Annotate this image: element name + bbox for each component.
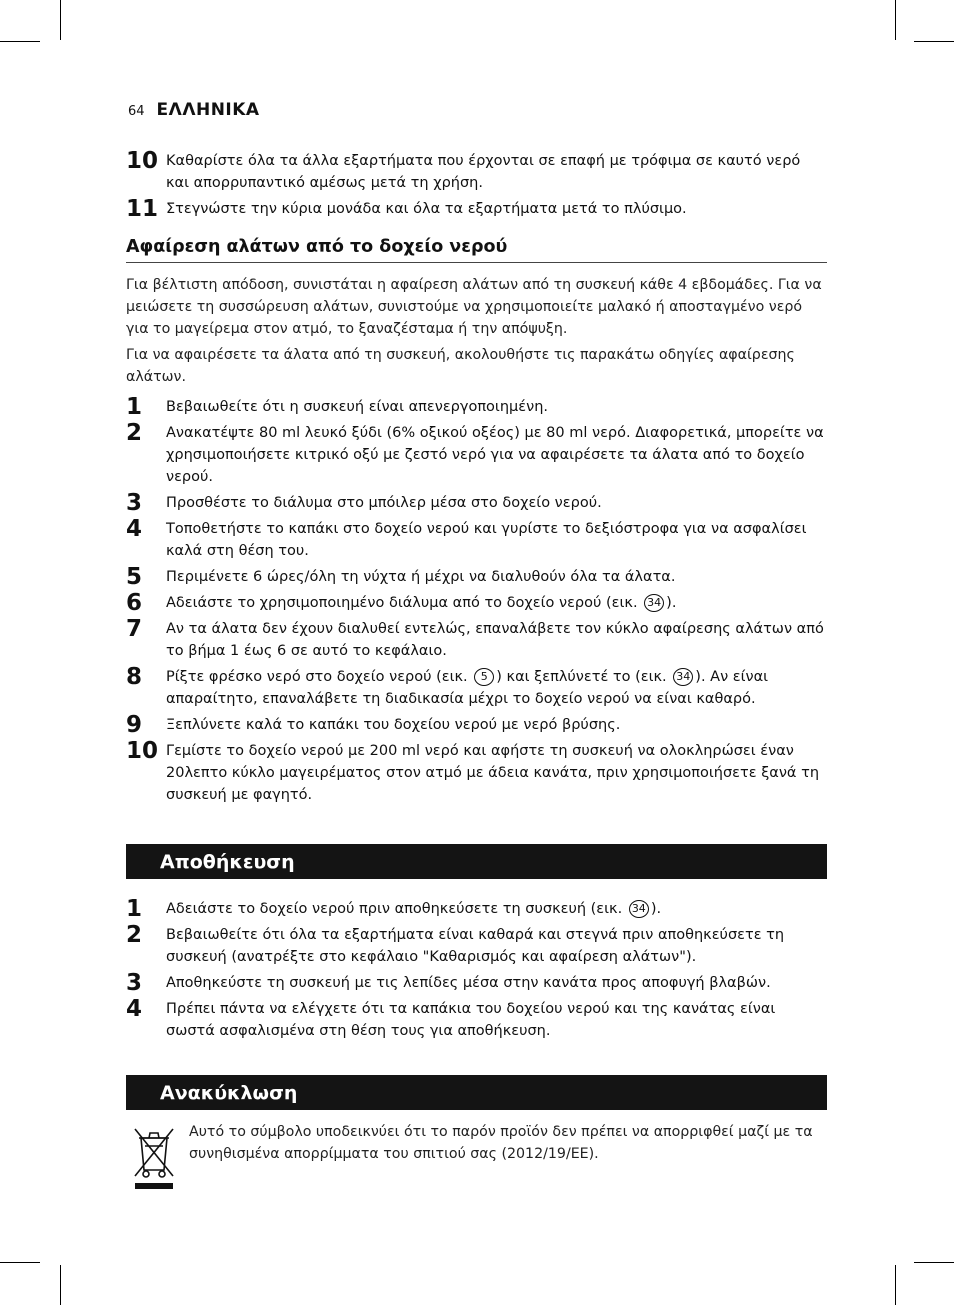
weee-crossed-bin-icon — [132, 1124, 176, 1190]
crop-mark — [0, 41, 40, 42]
step-text: Βεβαιωθείτε ότι η συσκευή είναι απενεργοποιημένη. — [166, 399, 548, 415]
page-number: 64 — [128, 104, 145, 119]
descaling-heading: Αφαίρεση αλάτων από το δοχείο νερού — [126, 237, 827, 263]
step-number: 9 — [126, 712, 143, 738]
crop-mark — [895, 1265, 896, 1305]
step-number: 10 — [126, 148, 159, 174]
step-text — [166, 898, 826, 920]
step-number: 4 — [126, 516, 143, 542]
figure-ref: 5 — [474, 668, 494, 686]
language-title: ΕΛΛΗΝΙΚΑ — [156, 100, 260, 120]
cleaning-steps — [126, 150, 826, 224]
step-text: Βεβαιωθείτε ότι όλα τα εξαρτήματα είναι καθαρά και στεγνά πριν αποθηκεύσετε τη συσκευή (ανατρέξτε στο κεφάλαιο "Καθαρισμός και αφαίρεση αλάτων"). — [166, 927, 785, 965]
storage-heading: Αποθήκευση — [126, 844, 827, 879]
step-number: 2 — [126, 420, 143, 446]
step-number: 7 — [126, 616, 143, 642]
step-item — [126, 714, 826, 736]
step-item — [126, 998, 826, 1042]
storage-steps — [126, 898, 826, 1046]
crop-mark — [914, 41, 954, 42]
step-text: Πρέπει πάντα να ελέγχετε ότι τα καπάκια του δοχείου νερού και της κανάτας είναι σωστά ασφαλισμένα στη θέση τους για αποθήκευση. — [166, 1001, 776, 1039]
descaling-intro: Για βέλτιστη απόδοση, συνιστάται η αφαίρεση αλάτων από τη συσκευή κάθε 4 εβδομάδες. Για να μειώσετε τη συσσώρευση αλάτων, συνιστούμε να χρησιμοποιείτε μαλακό ή αποσταγμένο νερό για το μαγείρεμα στον ατμό, το ξαναζέσταμα ή την απόψυξη. — [126, 277, 822, 337]
step-number: 3 — [126, 970, 143, 996]
step-text-part: Αδειάστε το χρησιμοποιημένο διάλυμα από το δοχείο νερού (εικ. — [166, 595, 643, 611]
step-item — [126, 518, 826, 562]
step-text: Αποθηκεύστε τη συσκευή με τις λεπίδες μέσα στην κανάτα προς αποφυγή βλαβών. — [166, 975, 771, 991]
step-number: 10 — [126, 738, 159, 764]
step-text-part: ) και ξεπλύνετέ το (εικ. — [496, 669, 672, 685]
step-text: Προσθέστε το διάλυμα στο μπόιλερ μέσα στο δοχείο νερού. — [166, 495, 602, 511]
step-item — [126, 492, 826, 514]
step-number: 5 — [126, 564, 143, 590]
recycling-text: Αυτό το σύμβολο υποδεικνύει ότι το παρόν προϊόν δεν πρέπει να απορριφθεί μαζί με τα συνηθισμένα απορρίμματα του σπιτιού σας (2012/19/EE). — [189, 1124, 813, 1162]
crop-mark — [914, 1262, 954, 1263]
recycling-heading: Ανακύκλωση — [126, 1075, 827, 1110]
step-item — [126, 422, 826, 488]
step-item — [126, 618, 826, 662]
step-text — [166, 666, 826, 710]
step-text: Ανακατέψτε 80 ml λευκό ξύδι (6% οξικού οξέος) με 80 ml νερό. Διαφορετικά, μπορείτε να χρησιμοποιήσετε κιτρικό οξύ με ζεστό νερό για να αφαιρέσετε τα άλατα από το δοχείο νερού. — [166, 425, 824, 485]
step-text-part: ). — [650, 901, 662, 917]
crop-mark — [60, 0, 61, 40]
step-number: 11 — [126, 196, 159, 222]
step-text: Ξεπλύνετε καλά το καπάκι του δοχείου νερού με νερό βρύσης. — [166, 717, 621, 733]
step-text: Αν τα άλατα δεν έχουν διαλυθεί εντελώς, επαναλάβετε τον κύκλο αφαίρεσης αλάτων από το βήμα 1 έως 6 σε αυτό το κεφάλαιο. — [166, 621, 824, 659]
figure-ref: 34 — [673, 668, 693, 686]
step-number: 3 — [126, 490, 143, 516]
descaling-instructions-intro: Για να αφαιρέσετε τα άλατα από τη συσκευή, ακολουθήστε τις παρακάτω οδηγίες αφαίρεσης αλάτων. — [126, 347, 795, 385]
step-number: 1 — [126, 394, 143, 420]
step-text-part: Ρίξτε φρέσκο νερό στο δοχείο νερού (εικ. — [166, 669, 473, 685]
step-item — [126, 666, 826, 710]
step-text-part: ). Αν είναι απαραίτητο, επαναλάβετε τη διαδικασία μέχρι το δοχείο νερού να είναι καθαρό. — [166, 669, 769, 707]
step-item — [126, 592, 826, 614]
step-number: 8 — [126, 664, 143, 690]
page-header — [128, 100, 260, 120]
step-text-part: ). — [666, 595, 677, 611]
step-text — [166, 592, 826, 614]
step-item — [126, 972, 826, 994]
step-number: 2 — [126, 922, 143, 948]
step-text: Στεγνώστε την κύρια μονάδα και όλα τα εξαρτήματα μετά το πλύσιμο. — [166, 201, 687, 217]
step-item — [126, 898, 826, 920]
figure-ref: 34 — [644, 594, 664, 612]
step-number: 4 — [126, 996, 143, 1022]
crop-mark — [895, 0, 896, 40]
step-text: Γεμίστε το δοχείο νερού με 200 ml νερό και αφήστε τη συσκευή να ολοκληρώσει έναν 20λεπτο κύκλο μαγειρέματος στον ατμό με άδεια κανάτα, πριν χρησιμοποιήσετε ξανά τη συσκευή με φαγητό. — [166, 743, 820, 803]
step-item — [126, 198, 826, 220]
crop-mark — [60, 1265, 61, 1305]
descaling-steps — [126, 396, 826, 810]
step-item — [126, 924, 826, 968]
step-number: 6 — [126, 590, 143, 616]
step-text: Καθαρίστε όλα τα άλλα εξαρτήματα που έρχονται σε επαφή με τρόφιμα σε καυτό νερό και απορρυπαντικό αμέσως μετά τη χρήση. — [166, 153, 801, 191]
step-text: Περιμένετε 6 ώρες/όλη τη νύχτα ή μέχρι να διαλυθούν όλα τα άλατα. — [166, 569, 676, 585]
figure-ref: 34 — [629, 900, 649, 918]
crop-mark — [0, 1262, 40, 1263]
step-item — [126, 396, 826, 418]
step-number: 1 — [126, 896, 143, 922]
step-item — [126, 740, 826, 806]
step-text-part: Αδειάστε το δοχείο νερού πριν αποθηκεύσετε τη συσκευή (εικ. — [166, 901, 627, 917]
step-item — [126, 150, 826, 194]
step-item — [126, 566, 826, 588]
step-text: Τοποθετήστε το καπάκι στο δοχείο νερού και γυρίστε το δεξιόστροφα για να ασφαλίσει καλά στη θέση του. — [166, 521, 807, 559]
